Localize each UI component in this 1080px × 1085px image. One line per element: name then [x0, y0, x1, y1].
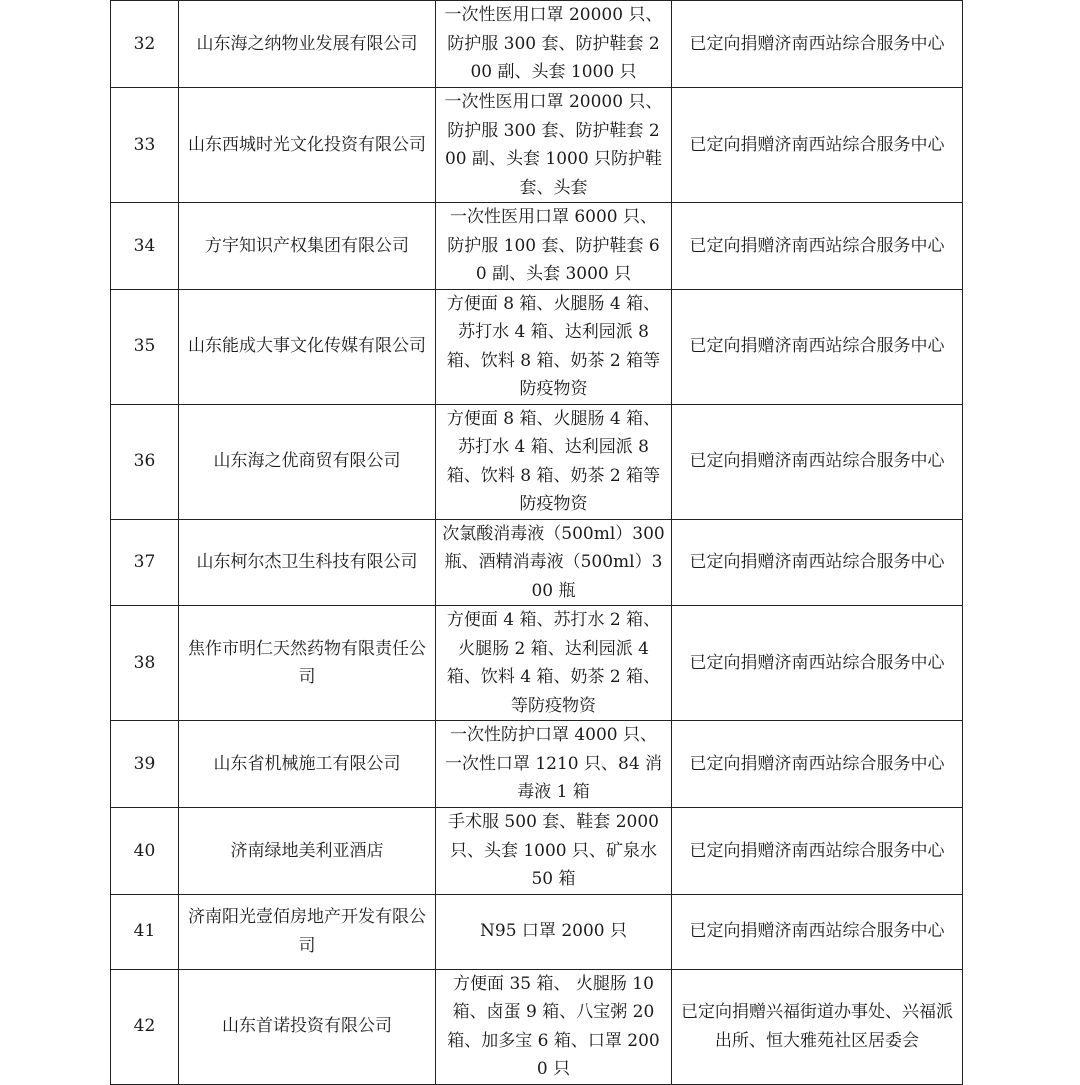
- row-number: 37: [111, 519, 179, 606]
- table-row: [111, 606, 963, 721]
- donation-table: [110, 0, 963, 1085]
- company-name: 焦作市明仁天然药物有限责任公司: [179, 606, 436, 721]
- row-number: 36: [111, 404, 179, 519]
- row-number: 41: [111, 894, 179, 969]
- donation-destination: 已定向捐赠济南西站综合服务中心: [672, 894, 963, 969]
- table-row: [111, 1, 963, 88]
- company-name: 山东海之纳物业发展有限公司: [179, 1, 436, 88]
- table-row: [111, 969, 963, 1084]
- company-name: 山东海之优商贸有限公司: [179, 404, 436, 519]
- row-number: 34: [111, 203, 179, 290]
- table-row: [111, 894, 963, 969]
- row-number: 38: [111, 606, 179, 721]
- donated-items: 方便面 35 箱、 火腿肠 10 箱、卤蛋 9 箱、八宝粥 20 箱、加多宝 6 箱、口罩 2000 只: [436, 969, 672, 1084]
- donation-document: [110, 0, 962, 1085]
- donation-destination: 已定向捐赠兴福街道办事处、兴福派出所、恒大雅苑社区居委会: [672, 969, 963, 1084]
- company-name: 山东首诺投资有限公司: [179, 969, 436, 1084]
- donated-items: 方便面 8 箱、火腿肠 4 箱、苏打水 4 箱、达利园派 8 箱、饮料 8 箱、奶茶 2 箱等防疫物资: [436, 289, 672, 404]
- donated-items: 一次性医用口罩 20000 只、防护服 300 套、防护鞋套 200 副、头套 1000 只: [436, 1, 672, 88]
- donated-items: 一次性防护口罩 4000 只、一次性口罩 1210 只、84 消毒液 1 箱: [436, 721, 672, 808]
- row-number: 33: [111, 88, 179, 203]
- donated-items: 方便面 4 箱、苏打水 2 箱、火腿肠 2 箱、达利园派 4 箱、饮料 4 箱、奶茶 2 箱、等防疫物资: [436, 606, 672, 721]
- table-row: [111, 88, 963, 203]
- donation-destination: 已定向捐赠济南西站综合服务中心: [672, 519, 963, 606]
- donation-destination: 已定向捐赠济南西站综合服务中心: [672, 808, 963, 895]
- donation-destination: 已定向捐赠济南西站综合服务中心: [672, 606, 963, 721]
- donated-items: 一次性医用口罩 6000 只、防护服 100 套、防护鞋套 60 副、头套 3000 只: [436, 203, 672, 290]
- donation-destination: 已定向捐赠济南西站综合服务中心: [672, 203, 963, 290]
- table-row: [111, 203, 963, 290]
- row-number: 42: [111, 969, 179, 1084]
- donation-destination: 已定向捐赠济南西站综合服务中心: [672, 289, 963, 404]
- donated-items: 次氯酸消毒液（500ml）300 瓶、酒精消毒液（500ml）300 瓶: [436, 519, 672, 606]
- donation-destination: 已定向捐赠济南西站综合服务中心: [672, 721, 963, 808]
- table-row: [111, 404, 963, 519]
- company-name: 山东柯尔杰卫生科技有限公司: [179, 519, 436, 606]
- table-row: [111, 808, 963, 895]
- donation-destination: 已定向捐赠济南西站综合服务中心: [672, 1, 963, 88]
- row-number: 35: [111, 289, 179, 404]
- donation-destination: 已定向捐赠济南西站综合服务中心: [672, 88, 963, 203]
- company-name: 济南绿地美利亚酒店: [179, 808, 436, 895]
- donated-items: N95 口罩 2000 只: [436, 894, 672, 969]
- company-name: 济南阳光壹佰房地产开发有限公司: [179, 894, 436, 969]
- table-row: [111, 519, 963, 606]
- donated-items: 方便面 8 箱、火腿肠 4 箱、苏打水 4 箱、达利园派 8 箱、饮料 8 箱、奶茶 2 箱等防疫物资: [436, 404, 672, 519]
- table-row: [111, 721, 963, 808]
- table-row: [111, 289, 963, 404]
- company-name: 山东省机械施工有限公司: [179, 721, 436, 808]
- company-name: 方宇知识产权集团有限公司: [179, 203, 436, 290]
- donated-items: 一次性医用口罩 20000 只、防护服 300 套、防护鞋套 200 副、头套 1000 只防护鞋套、头套: [436, 88, 672, 203]
- donated-items: 手术服 500 套、鞋套 2000 只、头套 1000 只、矿泉水 50 箱: [436, 808, 672, 895]
- company-name: 山东西城时光文化投资有限公司: [179, 88, 436, 203]
- donation-destination: 已定向捐赠济南西站综合服务中心: [672, 404, 963, 519]
- row-number: 39: [111, 721, 179, 808]
- row-number: 40: [111, 808, 179, 895]
- company-name: 山东能成大事文化传媒有限公司: [179, 289, 436, 404]
- row-number: 32: [111, 1, 179, 88]
